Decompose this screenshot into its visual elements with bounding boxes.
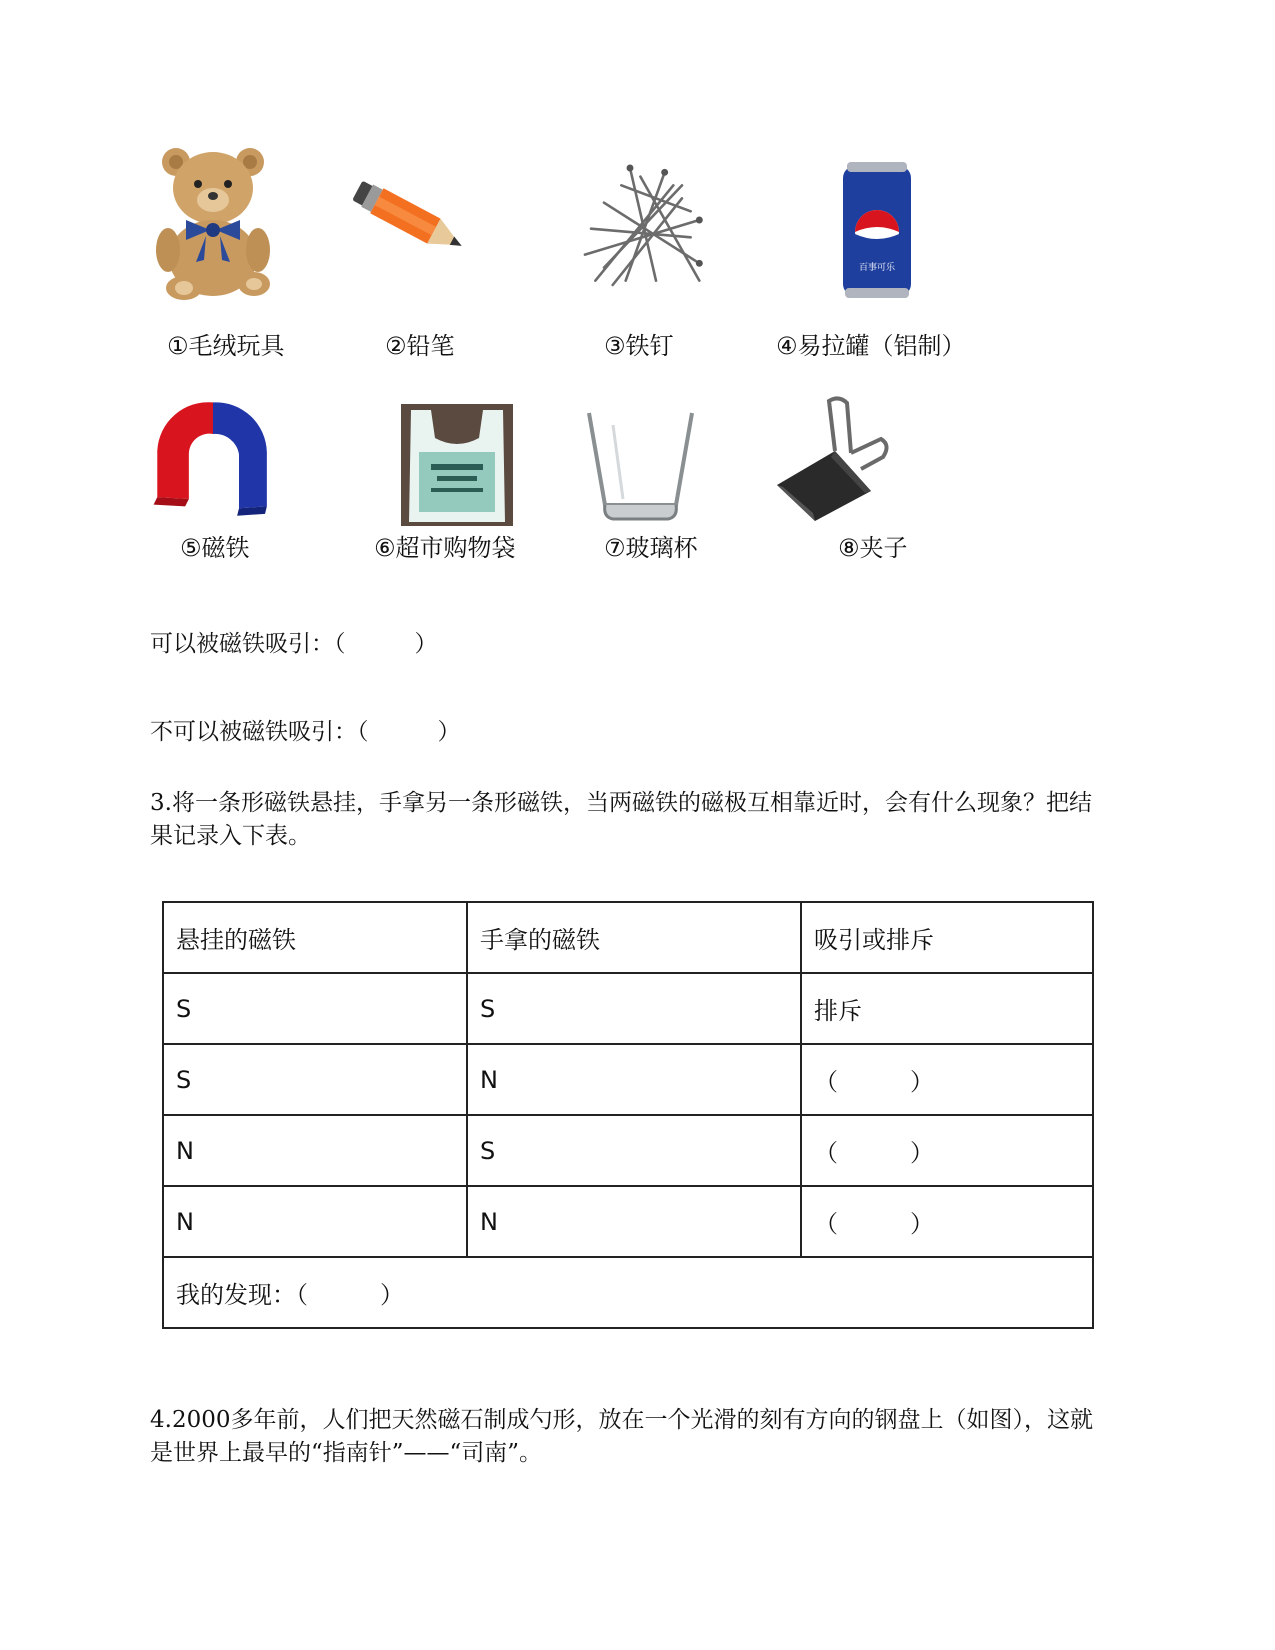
not-attract-question: 不可以被磁铁吸引：（ ） [150,719,461,745]
horseshoe-magnet-picture [148,380,278,540]
table-footer-row [163,1257,1093,1328]
table-cell: 排斥 [801,973,1093,1044]
item-caption-6: ⑥超市购物袋 [374,534,516,562]
table-cell: N [163,1186,467,1257]
can-brand-label: 百事可乐 [858,263,896,273]
table-header-row [163,902,1093,973]
iron-nails-icon [578,140,708,300]
item-caption-5: ⑤磁铁 [180,534,250,562]
item-caption-2: ②铅笔 [385,332,455,360]
answer-blank[interactable]: （ ） [801,1186,1093,1257]
item-caption-8: ⑧夹子 [838,534,908,562]
horseshoe-magnet-icon [148,390,278,530]
table-cell: S [163,973,467,1044]
header-attract-or-repel: 吸引或排斥 [801,902,1093,973]
table-row [163,973,1093,1044]
glass-cup-icon [583,405,698,525]
table-cell: S [467,973,801,1044]
answer-blank[interactable]: （ ） [801,1044,1093,1115]
pencil-picture [350,140,480,300]
pencil-icon [350,140,480,300]
item-caption-1: ①毛绒玩具 [167,332,285,360]
teddy-bear-picture [148,140,278,300]
table-row [163,1115,1093,1186]
table-cell: N [467,1186,801,1257]
my-finding-cell[interactable]: 我的发现：（ ） [163,1257,1093,1328]
table-row [163,1186,1093,1257]
binder-clip-icon [773,395,893,525]
header-hanging-magnet: 悬挂的磁铁 [163,902,467,973]
item-caption-7: ⑦玻璃杯 [604,534,698,562]
answer-blank[interactable]: （ ） [801,1115,1093,1186]
item-caption-4: ④易拉罐（铝制） [776,332,966,360]
glass-cup-picture [575,385,705,545]
question-4-text: 4.2000多年前，人们把天然磁石制成勺形，放在一个光滑的刻有方向的钢盘上（如图），这就是世界上最早的“指南针”——“司南”。 [150,1407,1093,1466]
table-row [163,1044,1093,1115]
table-cell: S [163,1044,467,1115]
item-caption-3: ③铁钉 [604,332,674,360]
soda-can-picture [812,150,942,310]
question-3-text: 3.将一条形磁铁悬挂，手拿另一条形磁铁，当两磁铁的磁极互相靠近时，会有什么现象？把结果记录入下表。 [150,790,1092,849]
table-cell: N [467,1044,801,1115]
table-cell: N [163,1115,467,1186]
attract-question: 可以被磁铁吸引：（ ） [150,631,438,657]
magnet-result-table [162,901,1094,1329]
teddy-bear-icon [148,140,278,300]
binder-clip-picture [768,380,898,540]
iron-nails-picture [578,140,708,300]
soda-can-icon [837,160,917,300]
shopping-bag-picture [392,385,522,545]
header-held-magnet: 手拿的磁铁 [467,902,801,973]
table-cell: S [467,1115,801,1186]
shopping-bag-icon [401,404,513,526]
